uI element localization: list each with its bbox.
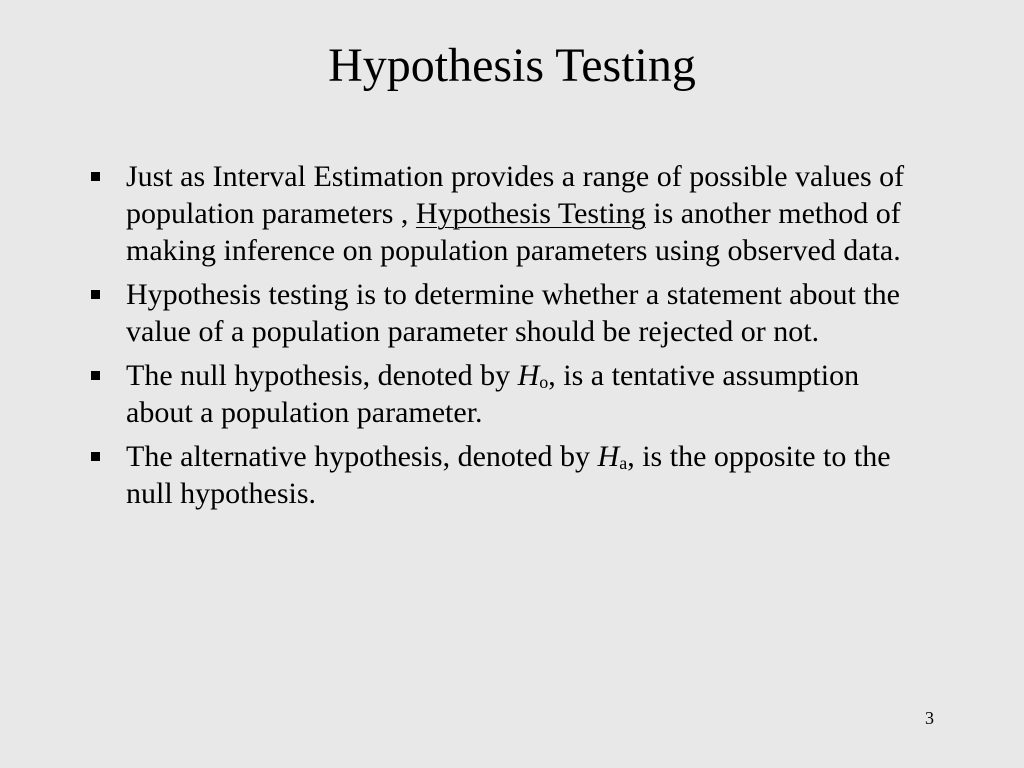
bullet-item-null-hypothesis: [88, 357, 928, 431]
bullet-text-before: Just as Interval Estimation provides a range of possible values of population parameters ,: [126, 160, 905, 230]
alternative-hypothesis-subscript: a: [619, 453, 628, 473]
bullet-list: [88, 158, 928, 519]
bullet-text-before: The null hypothesis, denoted by: [126, 359, 518, 392]
bullet-item-interval-estimation: [88, 158, 928, 269]
null-hypothesis-symbol: H: [517, 359, 540, 392]
square-bullet-icon: [91, 452, 100, 461]
bullet-text-before: The alternative hypothesis, denoted by: [126, 440, 598, 473]
bullet-item-alternative-hypothesis: [88, 438, 928, 512]
null-hypothesis-subscript: o: [539, 372, 549, 392]
square-bullet-icon: [91, 172, 100, 181]
hypothesis-testing-underlined-text: Hypothesis Testing: [415, 197, 646, 230]
bullet-text-after: , is a tentative assumption about a population parameter.: [126, 359, 860, 429]
bullet-text: Hypothesis testing is to determine whether a statement about the value of a population parameter should be rejected or not.: [126, 278, 900, 348]
alternative-hypothesis-symbol: H: [597, 440, 620, 473]
bullet-text-after: is another method of making inference on population parameters using observed data.: [126, 197, 901, 267]
square-bullet-icon: [91, 371, 100, 380]
bullet-text-after: , is the opposite to the null hypothesis.: [126, 440, 891, 510]
square-bullet-icon: [91, 290, 100, 299]
page-number: 3: [925, 708, 934, 728]
slide-title: Hypothesis Testing: [328, 39, 696, 92]
bullet-item-definition: [88, 276, 928, 350]
